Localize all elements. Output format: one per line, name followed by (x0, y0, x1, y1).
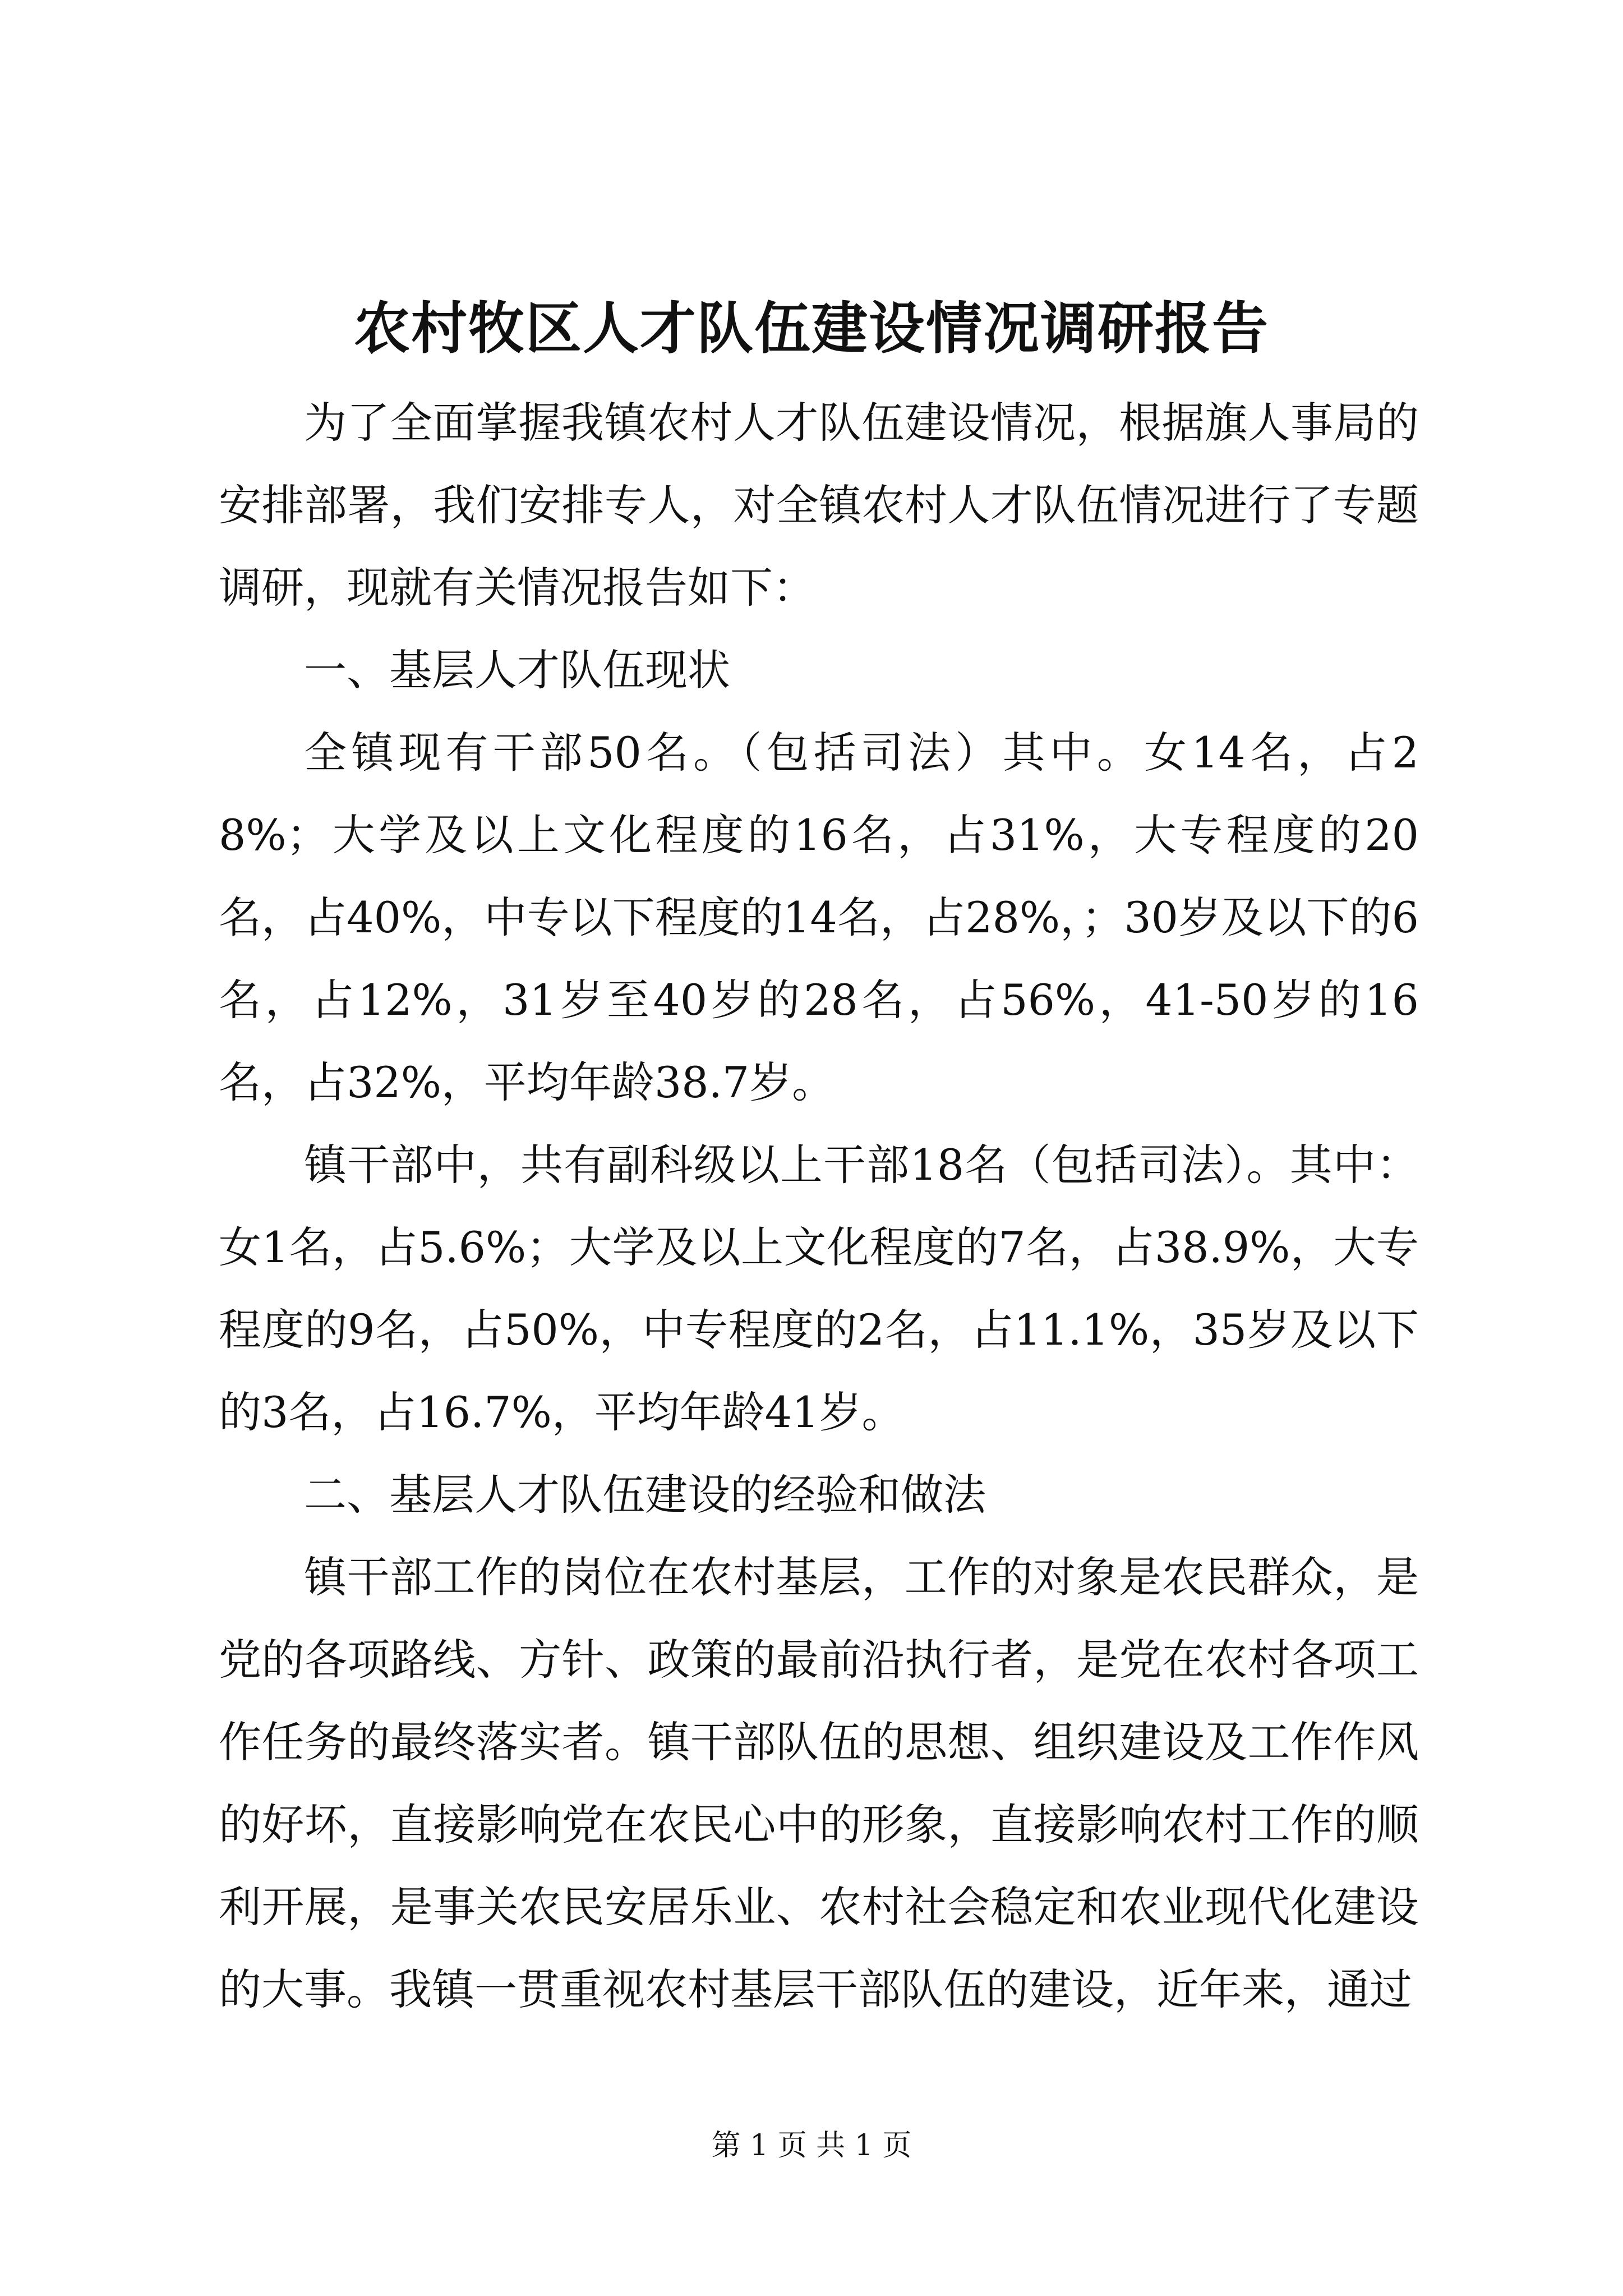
document-body (219, 381, 1419, 2031)
intro-paragraph: 为了全面掌握我镇农村人才队伍建设情况，根据旗人事局的安排部署，我们安排专人，对全镇农村人才队伍情况进行了专题调研，现就有关情况报告如下： (219, 398, 1419, 613)
experience-paragraph: 镇干部工作的岗位在农村基层，工作的对象是农民群众，是党的各项路线、方针、政策的最前沿执行者，是党在农村各项工作任务的最终落实者。镇干部队伍的思想、组织建设及工作作风的好坏，直接影响党在农民心中的形象，直接影响农村工作的顺利开展，是事关农民安居乐业、农村社会稳定和农业现代化建设的大事。我镇一贯重视农村基层干部队伍的建设，近年来，通过 (219, 1552, 1419, 2014)
document-title: 农村牧区人才队伍建设情况调研报告 (354, 295, 1269, 361)
section-heading-1: 一、基层人才队伍现状 (304, 645, 730, 695)
section-heading-2: 二、基层人才队伍建设的经验和做法 (304, 1470, 986, 1520)
page-footer: 第 1 页 共 1 页 (711, 2129, 912, 2162)
senior-cadre-stats-paragraph: 镇干部中，共有副科级以上干部18名（包括司法）。其中：女1名，占5.6%；大学及以上文化程度的7名，占38.9%，大专程度的9名，占50%，中专程度的2名，占11.1%，35岁及以下的3名，占16.7%，平均年龄41岁。 (219, 1140, 1419, 1437)
cadre-stats-paragraph: 全镇现有干部50名。（包括司法）其中。女14名，占28%；大学及以上文化程度的16名，占31%，大专程度的20名，占40%，中专以下程度的14名，占28%，；30岁及以下的6名，占12%，31岁至40岁的28名，占56%，41-50岁的16名，占32%，平均年龄38.7岁。 (219, 728, 1419, 1107)
